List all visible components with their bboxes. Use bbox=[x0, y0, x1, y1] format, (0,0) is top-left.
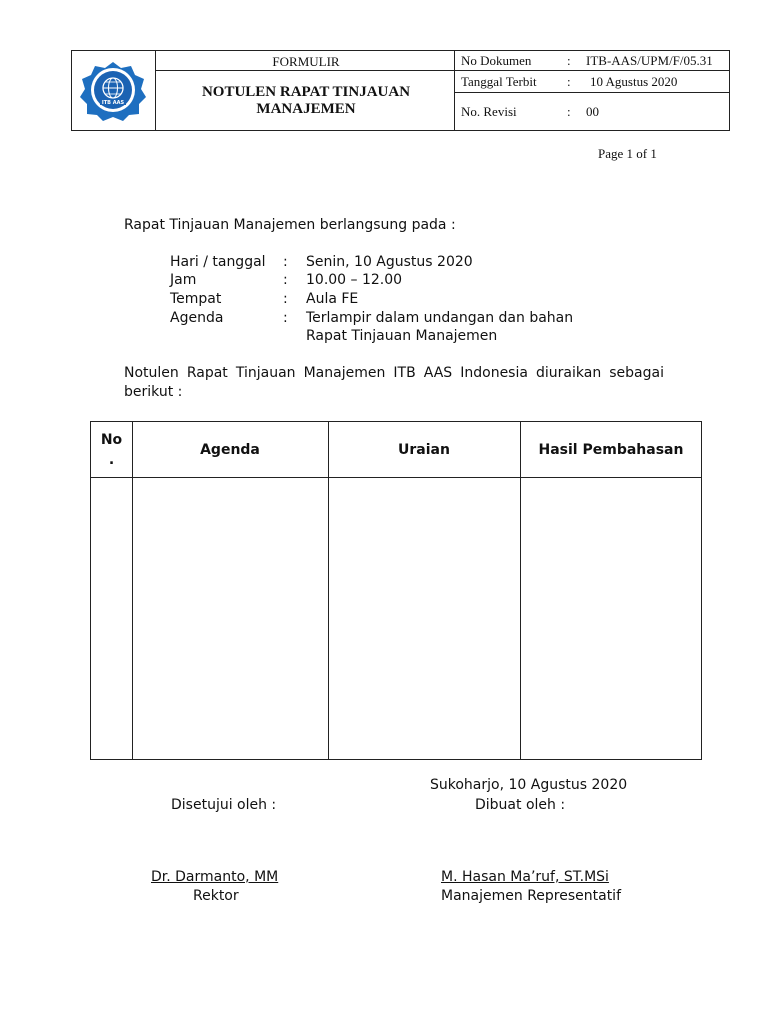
meta-colon: : bbox=[567, 74, 571, 89]
header-divider bbox=[454, 70, 729, 71]
document-title-line1: NOTULEN RAPAT TINJAUAN bbox=[201, 84, 411, 100]
detail-colon: : bbox=[283, 254, 288, 270]
meta-label-revision: No. Revisi bbox=[461, 104, 517, 119]
detail-colon: : bbox=[283, 310, 288, 326]
minutes-table bbox=[90, 421, 702, 760]
detail-label-date: Hari / tanggal bbox=[170, 254, 266, 270]
maker-name: M. Hasan Ma’ruf, ST.MSi bbox=[441, 869, 609, 885]
approved-by-label: Disetujui oleh : bbox=[171, 797, 277, 813]
table-header-divider bbox=[91, 477, 701, 478]
detail-label-time: Jam bbox=[170, 272, 197, 288]
detail-value-date: Senin, 10 Agustus 2020 bbox=[306, 254, 473, 270]
approver-title: Rektor bbox=[193, 888, 239, 904]
meta-label-document-number: No Dokumen bbox=[461, 53, 532, 68]
maker-title: Manajemen Representatif bbox=[441, 888, 622, 904]
document-title-line2: MANAJEMEN bbox=[256, 101, 356, 117]
table-header-agenda: Agenda bbox=[200, 441, 260, 458]
intro-text: Rapat Tinjauan Manajemen berlangsung pada : bbox=[124, 217, 456, 233]
table-header-no-line2: . bbox=[108, 451, 115, 468]
document-header bbox=[71, 50, 730, 131]
table-header-uraian: Uraian bbox=[398, 441, 450, 458]
detail-label-agenda: Agenda bbox=[170, 310, 224, 326]
table-header-hasil: Hasil Pembahasan bbox=[538, 441, 684, 458]
detail-value-place: Aula FE bbox=[306, 291, 359, 307]
page-number: Page 1 of 1 bbox=[598, 146, 657, 161]
detail-value-time: 10.00 – 12.00 bbox=[306, 272, 403, 288]
detail-value-agenda: Terlampir dalam undangan dan bahan bbox=[306, 310, 574, 326]
notes-description: Notulen Rapat Tinjauan Manajemen ITB AAS Indonesia diuraikan sebagai berikut : bbox=[124, 365, 664, 400]
table-header-no-line1: No bbox=[100, 431, 123, 448]
meta-colon: : bbox=[567, 53, 571, 68]
itb-aas-logo bbox=[78, 61, 148, 121]
made-by-label: Dibuat oleh : bbox=[475, 797, 566, 813]
table-header-no bbox=[91, 422, 132, 477]
form-label: FORMULIR bbox=[272, 54, 340, 69]
detail-colon: : bbox=[283, 291, 288, 307]
place-date: Sukoharjo, 10 Agustus 2020 bbox=[430, 777, 628, 793]
header-divider bbox=[454, 92, 729, 93]
document-title bbox=[156, 84, 456, 118]
meta-label-issue-date: Tanggal Terbit bbox=[461, 74, 537, 89]
approver-name: Dr. Darmanto, MM bbox=[151, 869, 279, 885]
detail-colon: : bbox=[283, 272, 288, 288]
detail-label-place: Tempat bbox=[170, 291, 222, 307]
detail-value-agenda-line2: Rapat Tinjauan Manajemen bbox=[306, 328, 498, 344]
meta-value-document-number: ITB-AAS/UPM/F/05.31 bbox=[586, 53, 713, 68]
header-divider bbox=[155, 70, 455, 71]
meta-colon: : bbox=[567, 104, 571, 119]
meta-value-revision: 00 bbox=[586, 104, 599, 119]
logo-text: ITB AAS bbox=[101, 100, 125, 106]
meta-value-issue-date: 10 Agustus 2020 bbox=[590, 74, 678, 89]
